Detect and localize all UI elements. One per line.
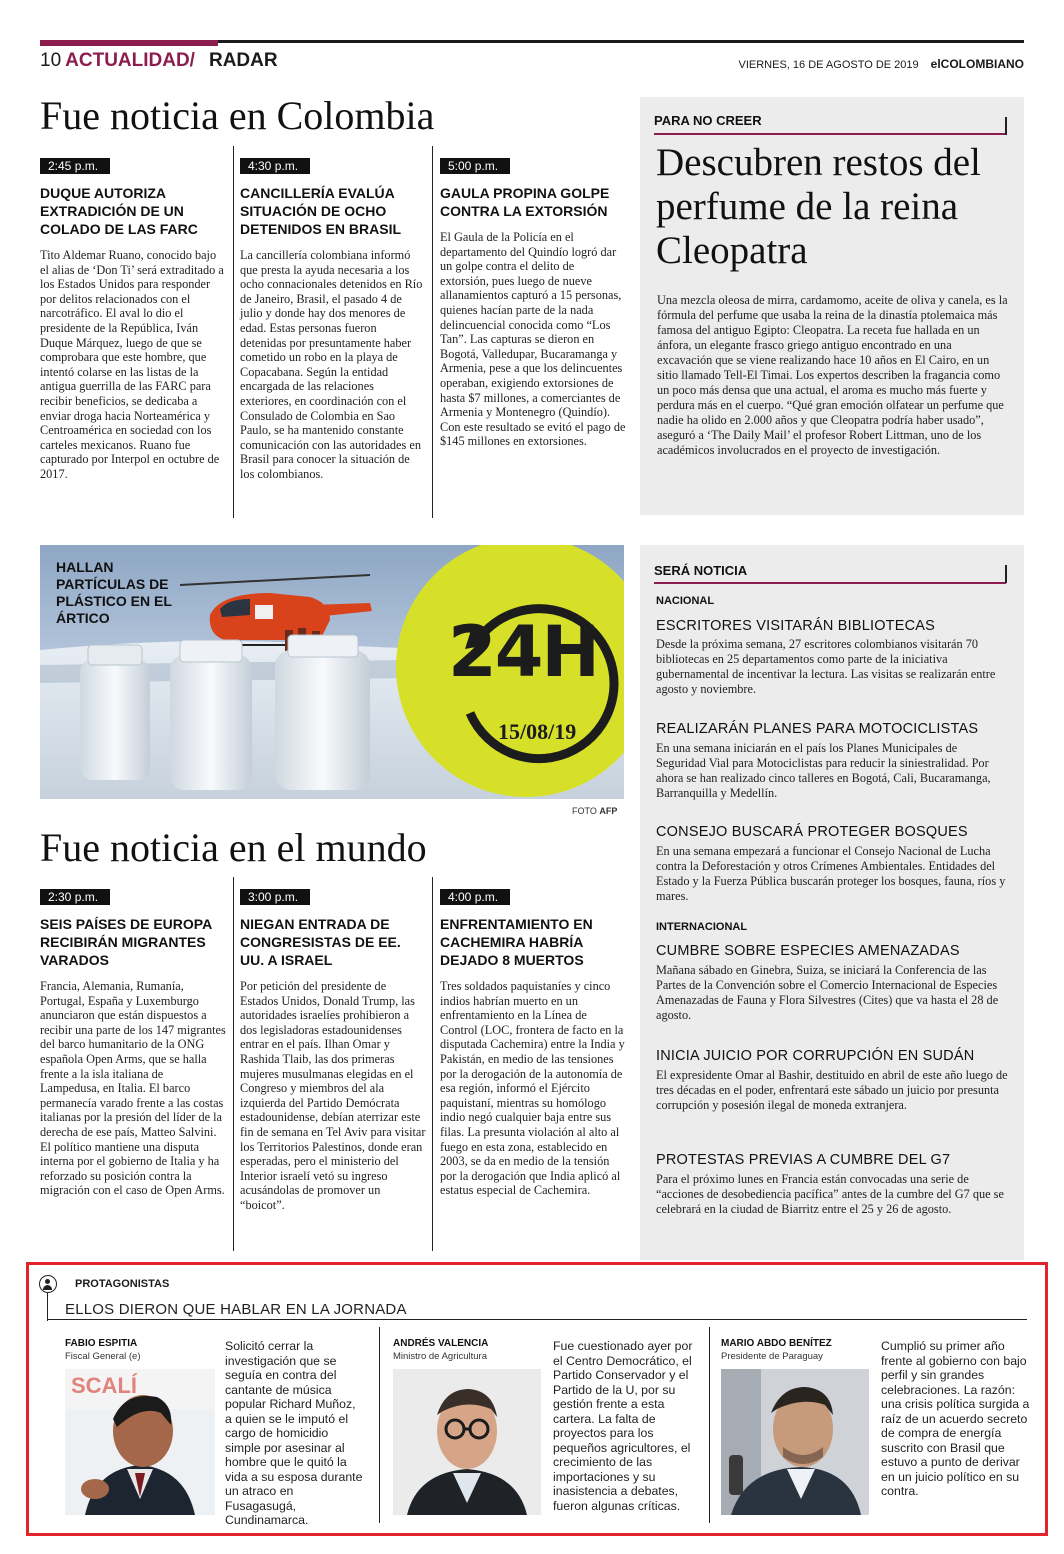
brief-title: ESCRITORES VISITARÁN BIBLIOTECAS [656,618,936,634]
person-text: Solicitó cerrar la investigación que se seguía en contra del cantante de música popular Richard Muñoz, a quien se le imputó el cargo de homicidio simple por asesinar al hombre que le quitó la vida a su esposa durante un atraco en Fusagasugá, Cundinamarca. [225,1339,363,1527]
mundo-article-2 [240,886,426,1213]
protagonistas-subtitle: ELLOS DIERON QUE HABLAR EN LA JORNADA [65,1301,407,1318]
brief-title: CONSEJO BUSCARÁ PROTEGER BOSQUES [656,824,968,840]
dateline [739,57,1025,71]
colombia-article-1 [40,155,226,482]
subsection-name: RADAR [208,50,278,71]
brief-body: Desde la próxima semana, 27 escritores colombianos visitarán 70 bibliotecas en 25 departamentos como parte de la iniciativa gubernamental de incentivar la lectura. Las visitas se realizarán entre agosto y noviembre. [656,637,996,696]
internacional-label: INTERNACIONAL [656,921,748,933]
person-text: Cumplió su primer año frente al gobierno con bajo perfil y sin grandes celebraciones. La razón: una crisis política surgida a raíz de un acuerdo secreto de compra de energía suscrito con Brasil que estuvo a punto de derivar en un juicio político en su contra. [881,1339,1030,1498]
cleopatra-kicker: PARA NO CREER [654,113,762,128]
article-headline: DUQUE AUTORIZA EXTRADICIÓN DE UN COLADO DE LAS FARC [40,185,198,237]
sera-noticia-box [640,545,1024,1260]
person-role: Fiscal General (e) [65,1351,141,1362]
24h-label: 24H [448,611,598,693]
brief-title: CUMBRE SOBRE ESPECIES AMENAZADAS [656,943,960,959]
article-body: La cancillería colombiana informó que presta la ayuda necesaria a los ocho connacionales detenidos en Río de Janeiro, Brasil, el pasado 4 de julio y donde hay dos menores de edad. Estas personas fueron detenidas por presuntamente haber cometido un robo en la playa de Copacabana. Según la entidad encargada de las relaciones exteriores, en coordinación con el Consulado de Colombia en Sao Paulo, se ha mantenido constante comunicación con las autoridades en Brasil para conocer la situación de los colombianos. [240,248,423,481]
colombia-article-2 [240,155,426,482]
page-number: 10 [40,50,62,71]
time-badge: 4:30 p.m. [240,158,310,174]
brief-title: INICIA JUICIO POR CORRUPCIÓN EN SUDÁN [656,1048,975,1064]
column-divider [233,146,234,518]
section-name: ACTUALIDAD/ [65,50,195,71]
subtitle-rule [47,1319,1027,1320]
person-name: ANDRÉS VALENCIA [393,1338,489,1349]
column-divider [709,1327,710,1523]
person-role: Ministro de Agricultura [393,1351,487,1362]
time-badge: 4:00 p.m. [440,889,510,905]
photo-credit [572,806,617,816]
photo-backdrop-text: SCALÍ [71,1373,137,1398]
section-accent-bar [40,40,218,46]
page-header [40,50,278,72]
time-badge: 2:30 p.m. [40,889,110,905]
kicker-rule [654,582,1006,584]
brief-body: En una semana empezará a funcionar el Consejo Nacional de Lucha contra la Deforestación y otros Crímenes Ambientales. Entidades del Estado y la Fuerza Pública buscarán proteger los bosques, fauna, ríos y mares. [656,844,1006,903]
article-headline: SEIS PAÍSES DE EUROPA RECIBIRÁN MIGRANTES VARADOS [40,916,212,968]
column-divider [432,146,433,518]
article-headline: CANCILLERÍA EVALÚA SITUACIÓN DE OCHO DETENIDOS EN BRASIL [240,185,402,237]
person-photo [721,1369,869,1515]
kicker-rule [654,133,1006,135]
article-headline: NIEGAN ENTRADA DE CONGRESISTAS DE EE. UU. A ISRAEL [240,916,401,968]
article-body: Tres soldados paquistaníes y cinco indios habrían muerto en un enfrentamiento en la Línea de Control (LOC, frontera de facto en la disputada Cachemira) entre la India y Pakistán, en medio de las tensiones por la derogación de la autonomía de esa región, informó el Ejército paquistaní, mientras su homólogo indio negó cualquier baja entre sus filas. La presunta violación al alto al fuego en esta zona, establecido en 2003, se da en medio de la tensión por la derogación que India aplicó al estatus especial de Cachemira. [440,979,625,1198]
person-name: MARIO ABDO BENÍTEZ [721,1338,832,1349]
article-body: Por petición del presidente de Estados Unidos, Donald Trump, las autoridades israelíes prohibieron a dos legisladoras estadounidenses entrar en el país. Ilhan Omar y Rashida Tlaib, las dos primeras mujeres musulmanas elegidas en el Congreso y miembros del ala izquierda del Partido Demócrata estadounidense, debían aterrizar este fin de semana en Tel Aviv para visitar los Territorios Palestinos, donde eran esperadas, pero el ministerio del Interior israelí vetó su ingreso acusándolas de promover un “boicot”. [240,979,426,1212]
person-name: FABIO ESPITIA [65,1338,138,1349]
brief-body: Mañana sábado en Ginebra, Suiza, se iniciará la Conferencia de las Partes de la Convención sobre el Comercio Internacional de Especies Amenazadas de Fauna y Flora Silvestres (Cites) que va hasta el 28 de agosto. [656,963,999,1022]
brief-title: REALIZARÁN PLANES PARA MOTOCICLISTAS [656,721,979,737]
credit-source: AFP [599,806,618,816]
article-body: Francia, Alemania, Rumanía, Portugal, España y Luxemburgo anunciaron que están dispuestos a recibir una parte de los 147 migrantes del barco humanitario de la ONG española Open Arms, que se halla frente a la isla italiana de Lampedusa, en Italia. El barco permanecía varado frente a las costas italianas por la presión del líder de la derecha de ese país, Matteo Salvini. El político mantiene una disputa interna por el gobierno de Italia y ha reforzado su posición contra la migración con el caso de Open Arms. [40,979,226,1198]
colombia-article-3 [440,155,626,449]
column-divider [432,877,433,1251]
cleopatra-headline: Descubren restos del perfume de la reina Cleopatra [656,141,981,272]
brand-logo: elCOLOMBIANO [930,57,1024,71]
column-divider [233,877,234,1251]
person-icon [39,1275,57,1293]
person-photo [393,1369,541,1515]
mundo-article-1 [40,886,226,1198]
sera-noticia-kicker: SERÁ NOTICIA [654,563,748,578]
person-role: Presidente de Paraguay [721,1351,823,1362]
nacional-label: NACIONAL [656,595,715,607]
mundo-section-title: Fue noticia en el mundo [40,825,427,870]
issue-date: VIERNES, 16 DE AGOSTO DE 2019 [738,59,919,71]
brief-title: PROTESTAS PREVIAS A CUMBRE DEL G7 [656,1152,951,1168]
cleopatra-body: Una mezcla oleosa de mirra, cardamomo, aceite de oliva y canela, es la fórmula del perfume que usaba la reina de la dinastía ptolemaica más famosa del antiguo Egipto: Cleopatra. La receta fue hallada en un ánfora, un elegante frasco griego antiguo encontrado en una excavación que se viene realizando hace 10 años en El Cairo, en un sitio llamado Tell-El Timai. Los expertos describen la fragancia como un poco más densa que una actual, el aroma es mucho más fuerte y perdura más en el cuerpo. “Qué gran emoción olfatear un perfume que nadie ha olido en 2.000 años y que Cleopatra podría haber usado”, aseguró a ‘The Daily Mail’ el profesor Robert Littman, uno de los académicos involucrados en el proyecto de investigación. [657,293,1008,457]
person-text: Fue cuestionado ayer por el Centro Democrático, el Partido Conservador y el Partido de la U, por su gestión frente a esta cartera. La falta de proyectos para los pequeños agricultores, el crecimiento de las importaciones y su inasistencia a debates, fueron algunas críticas. [553,1339,693,1513]
brief-body: Para el próximo lunes en Francia están convocadas una serie de “acciones de desobediencia pacífica” antes de la cumbre del G7 que se celebrará en la ciudad de Biarritz entre el 25 y 26 de agosto. [656,1172,1004,1216]
article-body: El Gaula de la Policía en el departamento del Quindío logró dar un golpe contra el delito de extorsión, pues luego de nueve allanamientos capturó a 15 personas, quienes hacían parte de la nada delincuencial conocida como “Los Tan”. Las capturas se dieron en Bogotá, Valledupar, Bucaramanga y Armenia, pese a que los delincuentes operaban, exigiendo extorsiones de hasta $7 millones, a comerciantes de Armenia y Montenegro (Quindío). Con este resultado se evitó el pago de $145 millones en extorsiones. [440,230,626,449]
protagonistas-box [26,1262,1048,1536]
credit-label: FOTO [572,806,597,816]
mundo-article-3 [440,886,626,1198]
person-photo [65,1369,215,1515]
kicker-tick [1005,117,1007,135]
article-body: Tito Aldemar Ruano, conocido bajo el alias de ‘Don Ti’ será extraditado a los Estados Unidos para responder por delitos relacionados con el narcotráfico. El aval lo dio el presidente de la República, Iván Duque Márquez, luego de que se comprobara que este hombre, que intentó colarse en las listas de la antigua guerrilla de las FARC para recibir beneficios, se dedicaba a enviar droga hacia Norteamérica y Centroamérica en sociedad con los carteles mexicanos. Ruano fue capturado por Interpol en octubre de 2017. [40,248,224,481]
24h-date: 15/08/19 [498,719,577,744]
label-tick [47,1293,48,1321]
time-badge: 3:00 p.m. [240,889,310,905]
protagonistas-label: PROTAGONISTAS [75,1278,170,1290]
article-headline: GAULA PROPINA GOLPE CONTRA LA EXTORSIÓN [440,185,610,219]
time-badge: 5:00 p.m. [440,158,510,174]
cleopatra-box [640,97,1024,515]
colombia-section-title: Fue noticia en Colombia [40,93,435,138]
arctic-photo [40,545,624,799]
photo-caption: HALLAN PARTÍCULAS DE PLÁSTICO EN EL ÁRTICO [56,559,172,626]
brief-body: El expresidente Omar al Bashir, destituido en abril de este año luego de tres décadas en el poder, enfrentará este sábado un juicio por presunta corrupción y posesión ilegal de moneda extranjera. [656,1068,1008,1112]
time-badge: 2:45 p.m. [40,158,110,174]
column-divider [379,1327,380,1523]
kicker-tick [1005,565,1007,583]
article-headline: ENFRENTAMIENTO EN CACHEMIRA HABRÍA DEJADO 8 MUERTOS [440,916,593,968]
sample-jars [80,635,370,790]
brief-body: En una semana iniciarán en el país los Planes Municipales de Seguridad Vial para Motociclistas para reducir la siniestralidad. Por ahora se han realizado cinco talleres en Bogotá, Cali, Bucaramanga, Barranquilla y Medellín. [656,741,991,800]
